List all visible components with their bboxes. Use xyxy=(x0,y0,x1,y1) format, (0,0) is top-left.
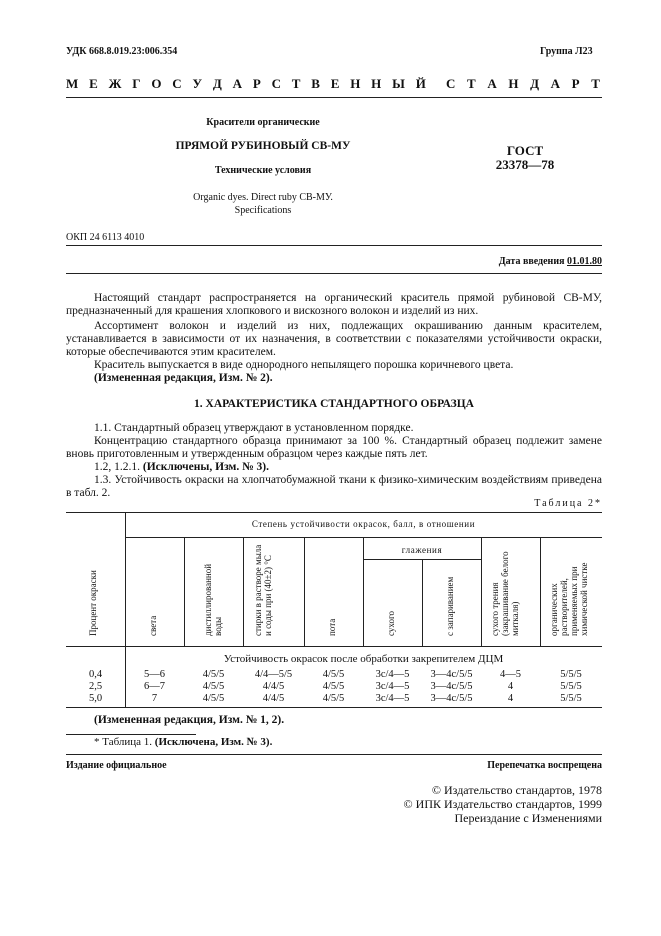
category-title: Красители органические xyxy=(206,117,320,128)
cell-distilled: 4/5/5 xyxy=(202,693,225,704)
paragraph-appearance: Краситель выпускается в виде однородного непылящего порошка коричневого цвета. xyxy=(94,359,514,371)
okp-code: ОКП 24 6113 4010 xyxy=(66,232,145,243)
cell-steam: 3—4с/5/5 xyxy=(430,669,473,680)
cell-sweat: 4/5/5 xyxy=(322,681,345,692)
header-distilled-water: дистиллированной воды xyxy=(203,563,223,636)
cell-light: 5—6 xyxy=(144,669,165,680)
table-subheader: Устойчивость окрасок после обработки закрепителем ДЦМ xyxy=(223,653,504,665)
cell-wash: 4/4/5 xyxy=(262,693,285,704)
paragraph-1-2: 1.2, 1.2.1. (Исключены, Изм. № 3). xyxy=(94,461,269,473)
group-code: Группа Л23 xyxy=(540,46,593,57)
cell-solvents: 5/5/5 xyxy=(560,693,582,704)
reprint-prohibited: Перепечатка воспрещена xyxy=(487,760,602,771)
cell-sweat: 4/5/5 xyxy=(322,693,345,704)
cell-dry: 3с/4—5 xyxy=(375,669,410,680)
header-friction: сухого трения (закрашивание белого миткаля) xyxy=(490,551,520,636)
cell-friction: 4—5 xyxy=(500,669,521,680)
official-edition: Издание официальное xyxy=(66,760,167,771)
gost-number: 23378—78 xyxy=(495,157,555,172)
col-divider xyxy=(243,537,244,646)
header-rule xyxy=(66,97,602,98)
table-caption: Таблица 2* xyxy=(534,498,602,509)
cell-solvents: 5/5/5 xyxy=(560,669,582,680)
header-ironing: глажения xyxy=(401,545,443,555)
header-light: света xyxy=(148,615,158,636)
footer-rule xyxy=(66,754,602,755)
table-head-bottom-rule xyxy=(66,646,602,647)
table-header-main: Степень устойчивости окрасок, балл, в отношении xyxy=(251,519,476,529)
cell-distilled: 4/5/5 xyxy=(202,669,225,680)
cell-distilled: 4/5/5 xyxy=(202,681,225,692)
cell-percent: 0,4 xyxy=(88,669,103,680)
gost-label: ГОСТ xyxy=(506,143,544,158)
header-ironing-dry: сухого xyxy=(386,610,396,636)
footnote-rule xyxy=(66,734,196,735)
cell-wash: 4/4/5 xyxy=(262,681,285,692)
cell-sweat: 4/5/5 xyxy=(322,669,345,680)
table-bottom-rule xyxy=(66,707,602,708)
paragraph-concentration: Концентрацию стандартного образца принимают за 100 %. Стандартный образец подлежит замене вновь приготовленным и утвержденным образцом через каждые пять лет. xyxy=(66,435,602,460)
cell-solvents: 5/5/5 xyxy=(560,681,582,692)
paragraph-1-1: 1.1. Стандартный образец утверждают в установленном порядке. xyxy=(94,422,414,434)
amendment-note-2: (Измененная редакция, Изм. № 2). xyxy=(94,372,273,384)
section-1-title: 1. ХАРАКТЕРИСТИКА СТАНДАРТНОГО ОБРАЗЦА xyxy=(194,398,474,410)
reissue-note: Переиздание с Изменениями xyxy=(454,811,602,825)
header-wash: стирки в растворе мыла и соды при (40±2) °С xyxy=(253,544,273,636)
copyright-1978: © Издательство стандартов, 1978 xyxy=(431,783,602,797)
intro-date: Дата введения 01.01.80 xyxy=(498,256,602,267)
amendment-note-1-2: (Измененная редакция, Изм. № 1, 2). xyxy=(94,714,285,726)
banner-right: С Т А Н Д А Р Т xyxy=(446,76,600,91)
cell-steam: 3—4с/5/5 xyxy=(430,681,473,692)
cell-percent: 2,5 xyxy=(88,681,103,692)
cell-friction: 4 xyxy=(507,693,514,704)
cell-dry: 3с/4—5 xyxy=(375,681,410,692)
copyright-1999: © ИПК Издательство стандартов, 1999 xyxy=(403,797,602,811)
intro-rule xyxy=(66,273,602,274)
paragraph-assortment: Ассортимент волокон и изделий из них, подлежащих окрашиванию данным красителем, устанавливается в зависимости от их назначения, в соответствии с показателями устойчивости окраски, которые обеспечиваются этим красителем. xyxy=(66,320,602,358)
paragraph-1-3: 1.3. Устойчивость окраски на хлопчатобумажной ткани к физико-химическим воздействиям приведена в табл. 2. xyxy=(66,474,602,499)
cell-steam: 3—4с/5/5 xyxy=(430,693,473,704)
cell-wash: 4/4—5/5 xyxy=(254,669,293,680)
subtitle: Технические условия xyxy=(214,165,312,176)
col-divider xyxy=(304,537,305,646)
col-divider xyxy=(422,559,423,646)
product-name: ПРЯМОЙ РУБИНОВЫЙ СВ-МУ xyxy=(175,140,351,152)
col-divider xyxy=(481,537,482,646)
udk-code: УДК 668.8.019.23:006.354 xyxy=(66,46,178,57)
banner-left: М Е Ж Г О С У Д А Р С Т В Е Н Н Ы Й xyxy=(66,76,426,91)
cell-light: 7 xyxy=(151,693,158,704)
cell-light: 6—7 xyxy=(144,681,165,692)
english-subtitle: Specifications xyxy=(234,205,292,216)
header-ironing-steam: с запариванием xyxy=(445,576,455,636)
header-sweat: пота xyxy=(327,618,337,636)
paragraph-scope: Настоящий стандарт распространяется на органический краситель прямой рубиновой СВ-МУ, предназначенный для крашения хлопкового и вискозного волокон и изделий из них. xyxy=(66,292,602,317)
table-top-rule xyxy=(66,512,602,513)
header-solvents: органических растворителей, применяемых при химической чистке xyxy=(549,562,589,636)
cell-percent: 5,0 xyxy=(88,693,103,704)
cell-dry: 3с/4—5 xyxy=(375,693,410,704)
footnote: * Таблица 1. (Исключена, Изм. № 3). xyxy=(94,736,273,748)
cell-friction: 4 xyxy=(507,681,514,692)
english-title: Organic dyes. Direct ruby CB-МУ. xyxy=(193,192,333,203)
header-percent: Процент окраски xyxy=(88,570,98,636)
col-divider xyxy=(540,537,541,646)
col-divider xyxy=(184,537,185,646)
okp-rule xyxy=(66,245,602,246)
